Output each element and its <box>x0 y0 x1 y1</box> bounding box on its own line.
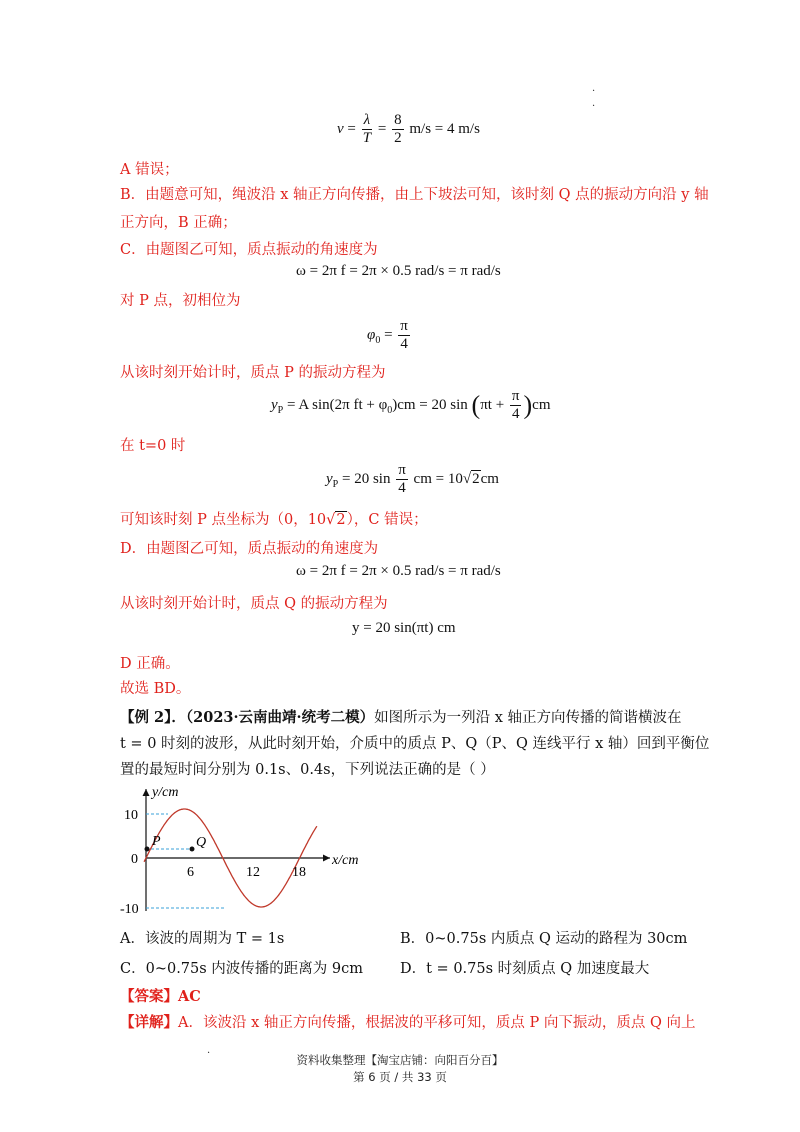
point-q-dot <box>190 847 195 852</box>
x-tick-12: 12 <box>246 865 260 880</box>
y-tick-neg10: -10 <box>120 902 139 917</box>
eq-yq-motion: y = 20 sin(πt) cm <box>352 620 456 636</box>
option-a: A．该波的周期为 T = 1s <box>120 931 285 947</box>
footer-page-number: 第 6 页 / 共 33 页 <box>353 1070 447 1084</box>
option-d: D．t = 0.75s 时刻质点 Q 加速度最大 <box>400 961 650 977</box>
text-b-line2: 正方向，B 正确； <box>120 215 237 231</box>
x-tick-6: 6 <box>187 865 194 880</box>
y-tick-10: 10 <box>124 808 138 823</box>
point-p-label: P <box>152 834 161 849</box>
corner-dot: · <box>592 101 596 112</box>
eq-omega-2: ω = 2π f = 2π × 0.5 rad/s = π rad/s <box>296 563 501 579</box>
example-2-line3: 置的最短时间分别为 0.1s、0.4s，下列说法正确的是（ ） <box>120 762 495 778</box>
eq-yp-t0: $y_P = 20$ sin $\frac{\pi}{4}$ cm = 10√2cm <box>326 462 499 496</box>
answer-line: 【答案】AC <box>120 988 201 1005</box>
point-p-dot <box>145 847 150 852</box>
text-p-motion: 从该时刻开始计时，质点 P 的振动方程为 <box>120 365 386 381</box>
text-at-t0: 在 t=0 时 <box>120 438 186 454</box>
example-2-line2: t = 0 时刻的波形，从此时刻开始，介质中的质点 P、Q（P、Q 连线平行 x 轴）回到平衡位 <box>120 736 710 752</box>
eq-yp-motion: $y_P = A$ sin(2π ft + $\varphi_0)cm = 20$ sin (πt + $\frac{\pi}{4}$ )cm <box>271 388 551 422</box>
x-axis-label: x/cm <box>332 853 359 868</box>
detail-line: 【详解】A．该波沿 x 轴正方向传播，根据波的平移可知，质点 P 向下振动，质点 Q 向上 <box>120 1014 696 1031</box>
option-c: C．0~0.75s 内波传播的距离为 9cm <box>120 961 364 977</box>
x-tick-18: 18 <box>292 865 306 880</box>
text-p-coord: 可知该时刻 P 点坐标为（0，10√2），C 错误； <box>120 512 428 528</box>
eq-omega-1: ω = 2π f = 2π × 0.5 rad/s = π rad/s <box>296 263 501 279</box>
text-a-wrong: A 错误； <box>120 162 179 178</box>
point-q-label: Q <box>196 835 207 850</box>
text-c-line: C．由题图乙可知，质点振动的角速度为 <box>120 242 378 258</box>
y-tick-0: 0 <box>131 852 138 867</box>
text-choose-bd: 故选 BD。 <box>120 681 191 697</box>
text-d-line: D．由题图乙可知，质点振动的角速度为 <box>120 541 379 557</box>
option-b: B．0~0.75s 内质点 Q 运动的路程为 30cm <box>400 931 688 947</box>
footer-source: 资料收集整理【淘宝店铺：向阳百分百】 <box>296 1053 504 1067</box>
text-q-motion: 从该时刻开始计时，质点 Q 的振动方程为 <box>120 596 388 612</box>
corner-dot: · <box>592 86 596 97</box>
text-b-line1: B．由题意可知，绳波沿 x 轴正方向传播，由上下坡法可知，该时刻 Q 点的振动方向沿 y 轴 <box>120 187 709 203</box>
example-2-line1: 【例 2】．（2023·云南曲靖·统考二模）如图所示为一列沿 x 轴正方向传播的简谐横波在 <box>120 709 682 726</box>
footer-dot: · <box>207 1048 211 1059</box>
eq-velocity: v = $\frac{\lambda}{T}$ = $\frac{8}{2}$ m/s = 4 m/s <box>337 112 480 146</box>
text-d-correct: D 正确。 <box>120 656 180 672</box>
eq-initial-phase: $\varphi_0$ = $\frac{\pi}{4}$ <box>367 318 408 352</box>
wave-graph <box>118 783 378 918</box>
y-axis-label: y/cm <box>152 785 179 800</box>
text-p-phase: 对 P 点，初相位为 <box>120 293 241 309</box>
